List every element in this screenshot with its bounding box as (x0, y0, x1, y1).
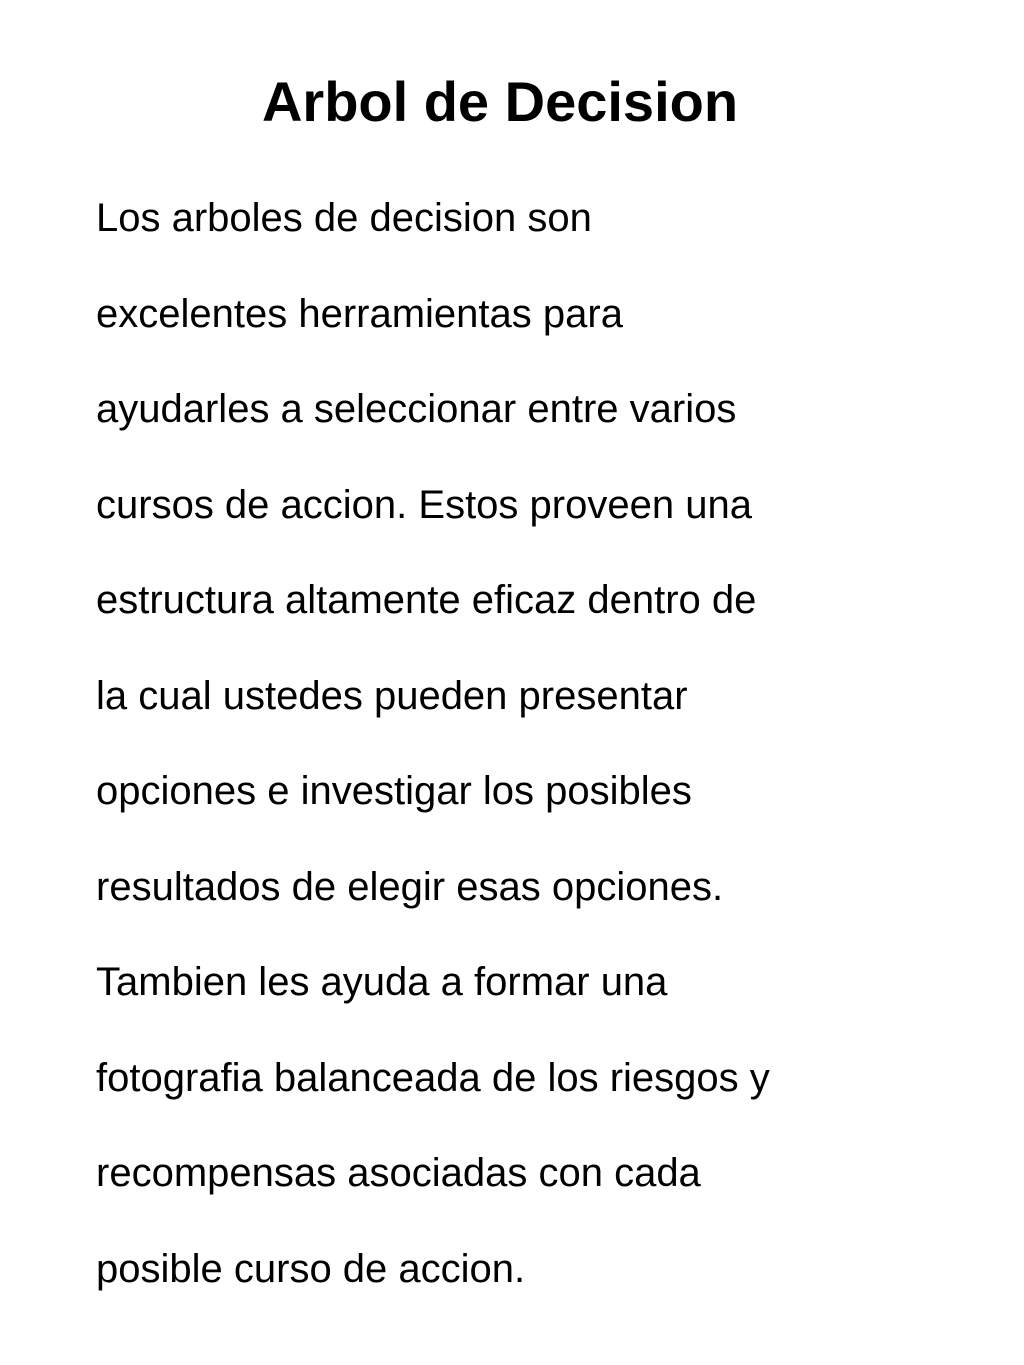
body-line: resultados de elegir esas opciones. (96, 864, 724, 909)
body-line: cursos de accion. Estos proveen una (96, 482, 752, 527)
body-line: posible curso de accion. (96, 1246, 526, 1291)
body-line: estructura altamente eficaz dentro de (96, 578, 757, 622)
body-line: excelentes herramientas para (96, 291, 623, 336)
body-line: ayudarles a seleccionar entre varios (96, 387, 737, 431)
body-line: Los arboles de decision son (96, 196, 592, 240)
body-line: la cual ustedes pueden presentar (96, 673, 688, 718)
body-line: Tambien les ayuda a formar una (96, 960, 668, 1004)
body-line: fotografia balanceada de los riesgos y (96, 1055, 770, 1100)
slide-title: Arbol de Decision (261, 70, 739, 133)
slide-body (96, 188, 976, 1334)
body-line: opciones e investigar los posibles (96, 769, 692, 813)
body-line: recompensas asociadas con cada (96, 1151, 701, 1195)
